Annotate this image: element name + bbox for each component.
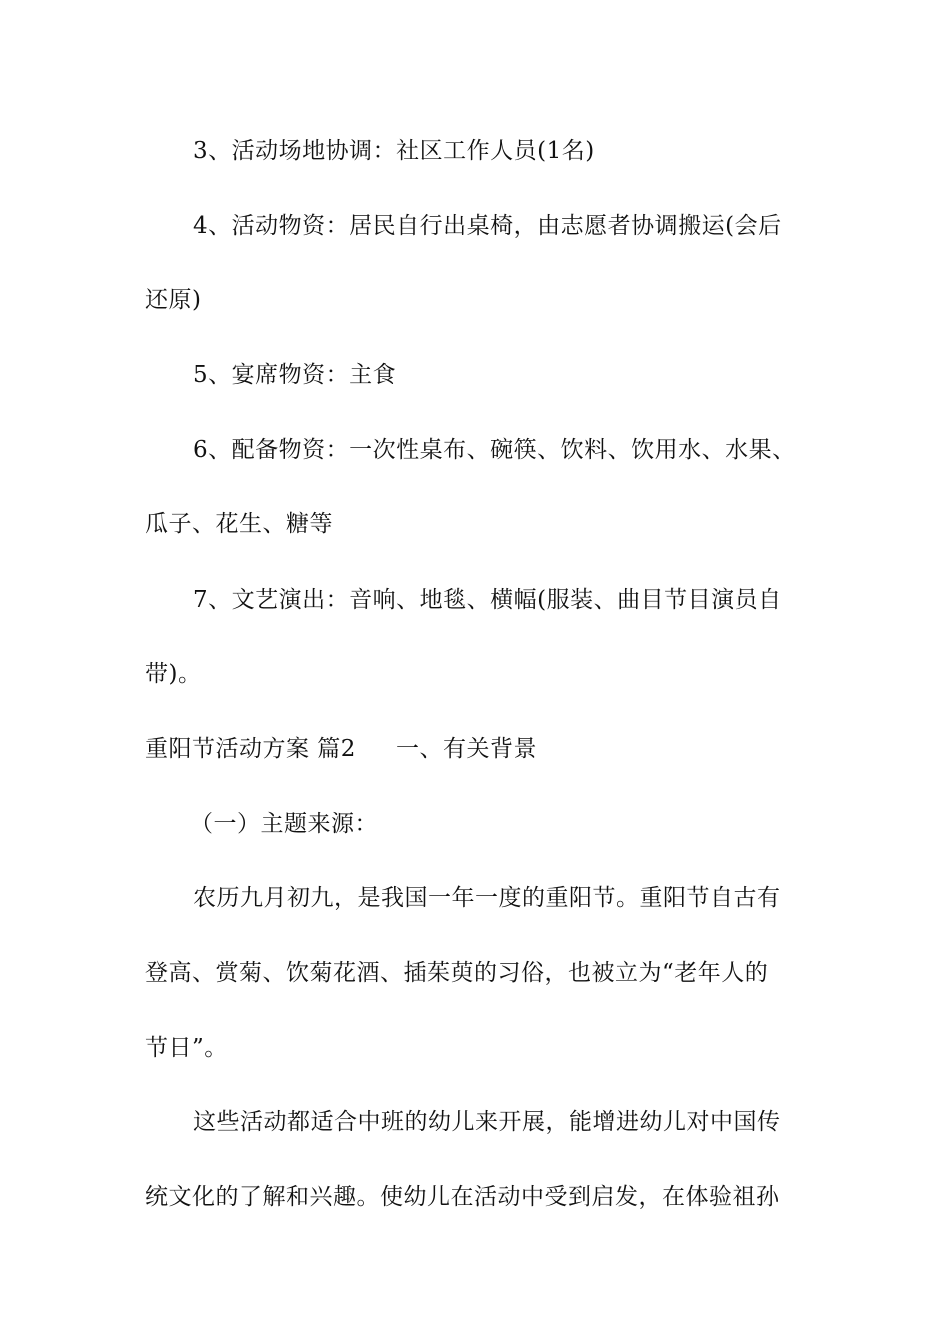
section-heading [145,734,537,764]
heading-subtitle: 一、有关背景 [395,736,537,762]
text-line: 4、活动物资：居民自行出桌椅，由志愿者协调搬运(会后 [193,213,782,239]
text-line: 3、活动场地协调：社区工作人员(1名) [193,138,595,164]
text-line: 统文化的了解和兴趣。使幼儿在活动中受到启发，在体验祖孙 [145,1184,780,1210]
text-line: 7、文艺演出：音响、地毯、横幅(服装、曲目节目演员自 [193,587,782,613]
text-line: 瓜子、花生、糖等 [145,511,333,537]
heading-title: 重阳节活动方案 篇2 [145,736,356,762]
text-line: 节日”。 [145,1035,228,1061]
text-line: 5、宴席物资：主食 [193,362,397,388]
text-line: 带)。 [145,661,202,687]
text-line: 登高、赏菊、饮菊花酒、插茱萸的习俗，也被立为“老年人的 [145,960,769,986]
text-line: 还原) [145,287,202,313]
text-line: 这些活动都适合中班的幼儿来开展，能增进幼儿对中国传 [193,1109,781,1135]
text-line: （一）主题来源： [190,811,378,837]
text-line: 6、配备物资：一次性桌布、碗筷、饮料、饮用水、水果、 [193,437,796,463]
text-line: 农历九月初九，是我国一年一度的重阳节。重阳节自古有 [193,885,781,911]
